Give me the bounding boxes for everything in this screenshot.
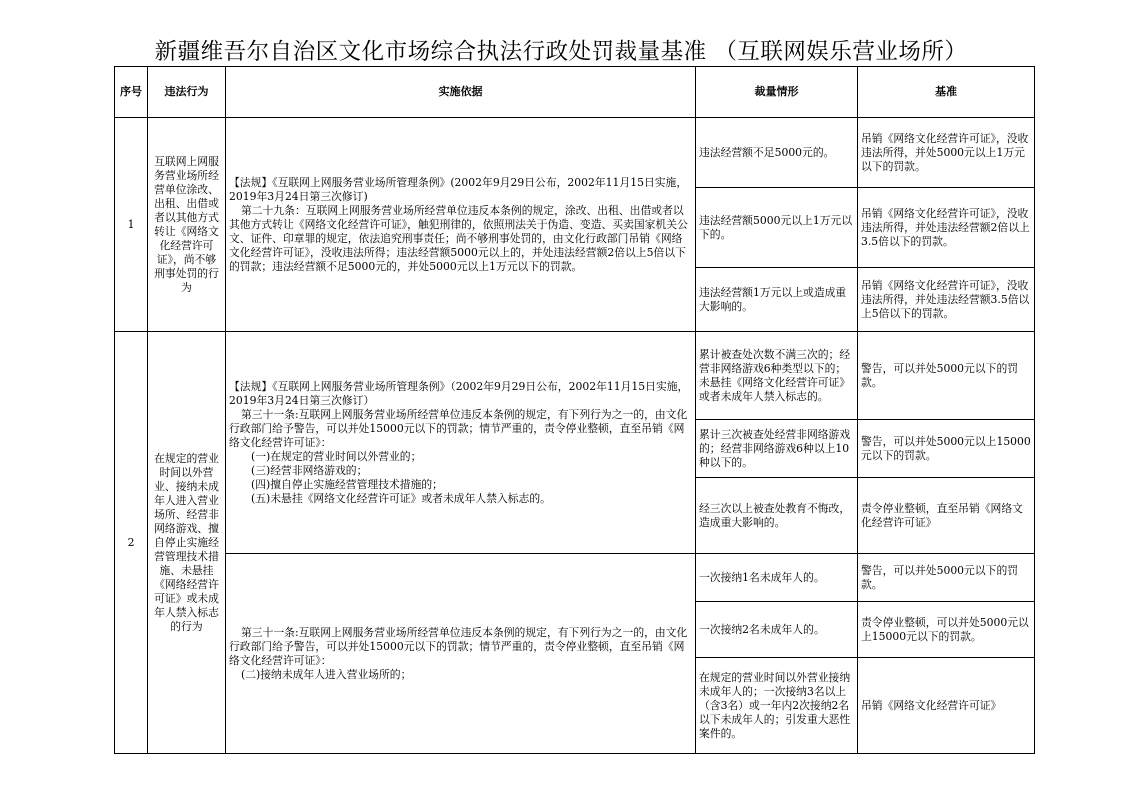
basis-article: 第二十九条：互联网上网服务营业场所经营单位违反本条例的规定，涂改、出租、出借或者以其他方式转让《网络文化经营许可证》，触犯刑律的，依照刑法关于伪造、变造、买卖国家机关公文、证件、印章罪的规定，依法追究刑事责任；尚不够刑事处罚的，由文化行政部门吊销《网络文化经营许可证》，没收违法所得；违法经营额5000元以上的，并处违法经营额2倍以上5倍以下的罚款；违法经营额不足5000元的，并处5000元以上1万元以下的罚款。 xyxy=(229,203,688,273)
header-standard: 基准 xyxy=(858,67,1035,118)
discretion-situation: 累计被查处次数不满三次的；经营非网络游戏6种类型以下的；未悬挂《网络文化经营许可证》或者未成年人禁入标志的。 xyxy=(696,332,858,420)
penalty-standard: 警告，可以并处5000元以下的罚款。 xyxy=(858,554,1035,602)
violation-act: 互联网上网服务营业场所经营单位涂改、出租、出借或者以其他方式转让《网络文化经营许可证》，尚不够刑事处罚的行为 xyxy=(148,118,226,332)
basis-clause: (二)接纳未成年人进入营业场所的； xyxy=(241,667,412,681)
discretion-situation: 累计三次被查处经营非网络游戏的；经营非网络游戏6种以上10种以下的。 xyxy=(696,420,858,478)
table-header-row xyxy=(115,67,1035,118)
header-basis: 实施依据 xyxy=(226,67,696,118)
table-row xyxy=(115,332,1035,420)
discretion-situation: 违法经营额5000元以上1万元以下的。 xyxy=(696,188,858,268)
page-title: 新疆维吾尔自治区文化市场综合执法行政处罚裁量基准 （互联网娱乐营业场所） xyxy=(154,39,968,65)
row-number: 1 xyxy=(115,118,148,332)
basis-clause: (一)在规定的营业时间以外营业的； xyxy=(251,449,422,463)
penalty-standard: 吊销《网络文化经营许可证》，没收违法所得，并处违法经营额3.5倍以上5倍以下的罚款。 xyxy=(858,268,1035,332)
discretion-situation: 违法经营额1万元以上或造成重大影响的。 xyxy=(696,268,858,332)
penalty-standard: 警告，可以并处5000元以下的罚款。 xyxy=(858,332,1035,420)
table-row xyxy=(115,554,1035,602)
legal-basis xyxy=(226,554,696,754)
header-situation: 裁量情形 xyxy=(696,67,858,118)
penalty-standard-table xyxy=(114,66,1035,754)
table-row xyxy=(115,118,1035,188)
header-no: 序号 xyxy=(115,67,148,118)
row-number: 2 xyxy=(115,332,148,754)
basis-clause: (五)未悬挂《网络文化经营许可证》或者未成年人禁入标志的。 xyxy=(251,491,551,505)
discretion-situation: 经三次以上被查处教育不悔改，造成重大影响的。 xyxy=(696,478,858,554)
penalty-standard: 警告，可以并处5000元以上15000元以下的罚款。 xyxy=(858,420,1035,478)
discretion-situation: 一次接纳1名未成年人的。 xyxy=(696,554,858,602)
discretion-situation: 在规定的营业时间以外营业接纳未成年人的；一次接纳3名以上（含3名）或一年内2次接纳2名以下未成年人的；引发重大恶性案件的。 xyxy=(696,658,858,754)
basis-law: 【法规】《互联网上网服务营业场所管理条例》（2002年9月29日公布，2002年11月15日实施，2019年3月24日第三次修订） xyxy=(229,379,689,407)
basis-law: 【法规】《互联网上网服务营业场所管理条例》(2002年9月29日公布，2002年11月15日实施，2019年3月24日第三次修订) xyxy=(229,175,688,203)
penalty-standard: 责令停业整顿，可以并处5000元以上15000元以下的罚款。 xyxy=(858,602,1035,658)
header-act: 违法行为 xyxy=(148,67,226,118)
penalty-standard: 吊销《网络文化经营许可证》，没收违法所得，并处违法经营额2倍以上3.5倍以下的罚款。 xyxy=(858,188,1035,268)
penalty-standard: 责令停业整顿，直至吊销《网络文化经营许可证》 xyxy=(858,478,1035,554)
basis-article: 第三十一条:互联网上网服务营业场所经营单位违反本条例的规定，有下列行为之一的，由文化行政部门给予警告，可以并处15000元以下的罚款；情节严重的，责令停业整顿，直至吊销《网络文化经营许可证》： xyxy=(229,407,688,449)
basis-article: 第三十一条:互联网上网服务营业场所经营单位违反本条例的规定，有下列行为之一的，由文化行政部门给予警告，可以并处15000元以下的罚款；情节严重的，责令停业整顿，直至吊销《网络文化经营许可证》： xyxy=(229,625,688,667)
discretion-situation: 一次接纳2名未成年人的。 xyxy=(696,602,858,658)
legal-basis xyxy=(226,332,696,554)
legal-basis xyxy=(226,118,696,332)
basis-clause: (四)擅自停止实施经营管理技术措施的； xyxy=(251,477,443,491)
discretion-situation: 违法经营额不足5000元的。 xyxy=(696,118,858,188)
penalty-standard: 吊销《网络文化经营许可证》 xyxy=(858,658,1035,754)
violation-act: 在规定的营业时间以外营业、接纳未成年人进入营业场所、经营非网络游戏、擅自停止实施经营管理技术措施、未悬挂《网络经营许可证》或未成年人禁入标志的行为 xyxy=(148,332,226,754)
penalty-standard: 吊销《网络文化经营许可证》，没收违法所得，并处5000元以上1万元以下的罚款。 xyxy=(858,118,1035,188)
basis-clause: (三)经营非网络游戏的； xyxy=(251,463,368,477)
